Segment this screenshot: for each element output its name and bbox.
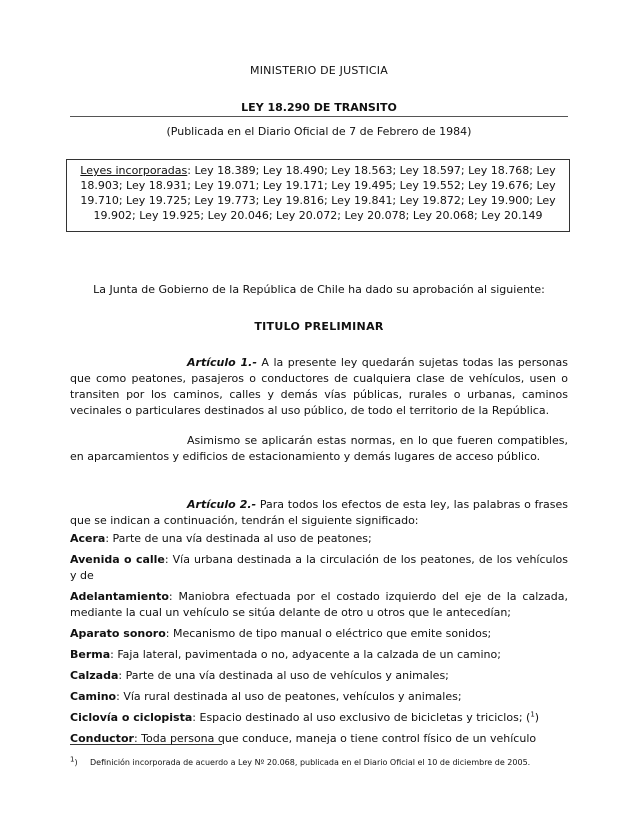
definition-text: : Parte de una vía destinada al uso de vehículos y animales;: [118, 669, 449, 682]
footnote-marker: [70, 755, 90, 767]
definition-term: Avenida o calle: [70, 553, 165, 566]
definition-text: : Vía rural destinada al uso de peatones, vehículos y animales;: [116, 690, 462, 703]
definition-text: : Mecanismo de tipo manual o eléctrico que emite sonidos;: [165, 627, 492, 640]
definition-term: Conductor: [70, 732, 134, 745]
definition-item: [70, 531, 568, 547]
footnote-reference[interactable]: 1: [530, 710, 535, 719]
definition-term: Acera: [70, 532, 106, 545]
article-2-label: Artículo 2.-: [187, 498, 257, 511]
definition-item: [70, 668, 568, 684]
article-2-text: Para todos los efectos de esta ley, las palabras o frases que se indican a continuación, tendrán el siguiente significado:: [70, 498, 569, 527]
footnote-divider: [70, 744, 222, 745]
definition-term: Berma: [70, 648, 111, 661]
definition-item: [70, 689, 568, 705]
article-1-text-2: Asimismo se aplicarán estas normas, en lo que fueren compatibles, en aparcamientos y edificios de estacionamiento y demás lugares de acceso público.: [70, 434, 568, 463]
footnote-text: Definición incorporada de acuerdo a Ley Nº 20.068, publicada en el Diario Oficial el 10 de diciembre de 2005.: [90, 758, 531, 767]
definition-term: Camino: [70, 690, 117, 703]
definition-text: : Parte de una vía destinada al uso de peatones;: [105, 532, 372, 545]
article-1-text: A la presente ley quedarán sujetas todas las personas que como peatones, pasajeros o conductores de cualquiera clase de vehículos, usen o transiten por los caminos, calles y demás vías públicas, rurales o urbanas, caminos vecinales o particulares destinados al uso público, de todo el territorio de la República.: [70, 356, 569, 417]
definition-text: : Toda persona que conduce, maneja o tiene control físico de un vehículo: [133, 732, 537, 745]
definition-item: [70, 710, 568, 726]
publication-note: (Publicada en el Diario Oficial de 7 de Febrero de 1984): [166, 125, 472, 138]
article-2-paragraph: [70, 497, 568, 529]
definition-text: : Espacio destinado al uso exclusivo de bicicletas y triciclos; (: [192, 711, 531, 724]
definition-text: : Vía urbana destinada a la circulación de los peatones, de los vehículos y de: [70, 553, 569, 582]
definition-item: [70, 647, 568, 663]
article-1-label: Artículo 1.-: [187, 356, 257, 369]
definition-item: [70, 589, 568, 621]
intro-paragraph: La Junta de Gobierno de la República de Chile ha dado su aprobación al siguiente:: [93, 283, 545, 296]
definition-item: [70, 626, 568, 642]
incorporated-laws-list: : Ley 18.389; Ley 18.490; Ley 18.563; Ley 18.597; Ley 18.768; Ley 18.903; Ley 18.931; Ley 19.071; Ley 19.171; Ley 19.495; Ley 19.552; Ley 19.676; Ley 19.710; Ley 19.725; Ley 19.773; Ley 19.816; Ley 19.841; Ley 19.872; Ley 19.900; Ley 19.902; Ley 19.925; Ley 20.046; Ley 20.072; Ley 20.078; Ley 20.068; Ley 20.149: [80, 164, 556, 222]
definition-item: [70, 552, 568, 584]
footnote: [70, 755, 568, 767]
section-heading: TITULO PRELIMINAR: [254, 320, 384, 333]
article-1-paragraph: [70, 355, 568, 419]
definition-text: : Maniobra efectuada por el costado izquierdo del eje de la calzada, mediante la cual un vehículo se sitúa delante de otro u otros que le antecedían;: [70, 590, 568, 619]
ministry-header: MINISTERIO DE JUSTICIA: [250, 64, 388, 77]
definitions-list: [70, 531, 568, 752]
definition-term: Aparato sonoro: [70, 627, 166, 640]
definition-text: : Faja lateral, pavimentada o no, adyacente a la calzada de un camino;: [110, 648, 501, 661]
definition-text-close: ): [534, 711, 540, 724]
law-title: LEY 18.290 DE TRANSITO: [241, 101, 397, 114]
definition-term: Adelantamiento: [70, 590, 169, 603]
incorporated-laws-box: [66, 159, 570, 232]
title-divider: [70, 116, 568, 117]
definition-term: Calzada: [70, 669, 119, 682]
footnote-paren: ): [74, 758, 78, 767]
incorporated-laws-label: Leyes incorporadas: [80, 164, 188, 177]
definition-term: Ciclovía o ciclopista: [70, 711, 193, 724]
footnote-number: 1: [70, 755, 75, 764]
article-1-paragraph-2: [70, 433, 568, 465]
